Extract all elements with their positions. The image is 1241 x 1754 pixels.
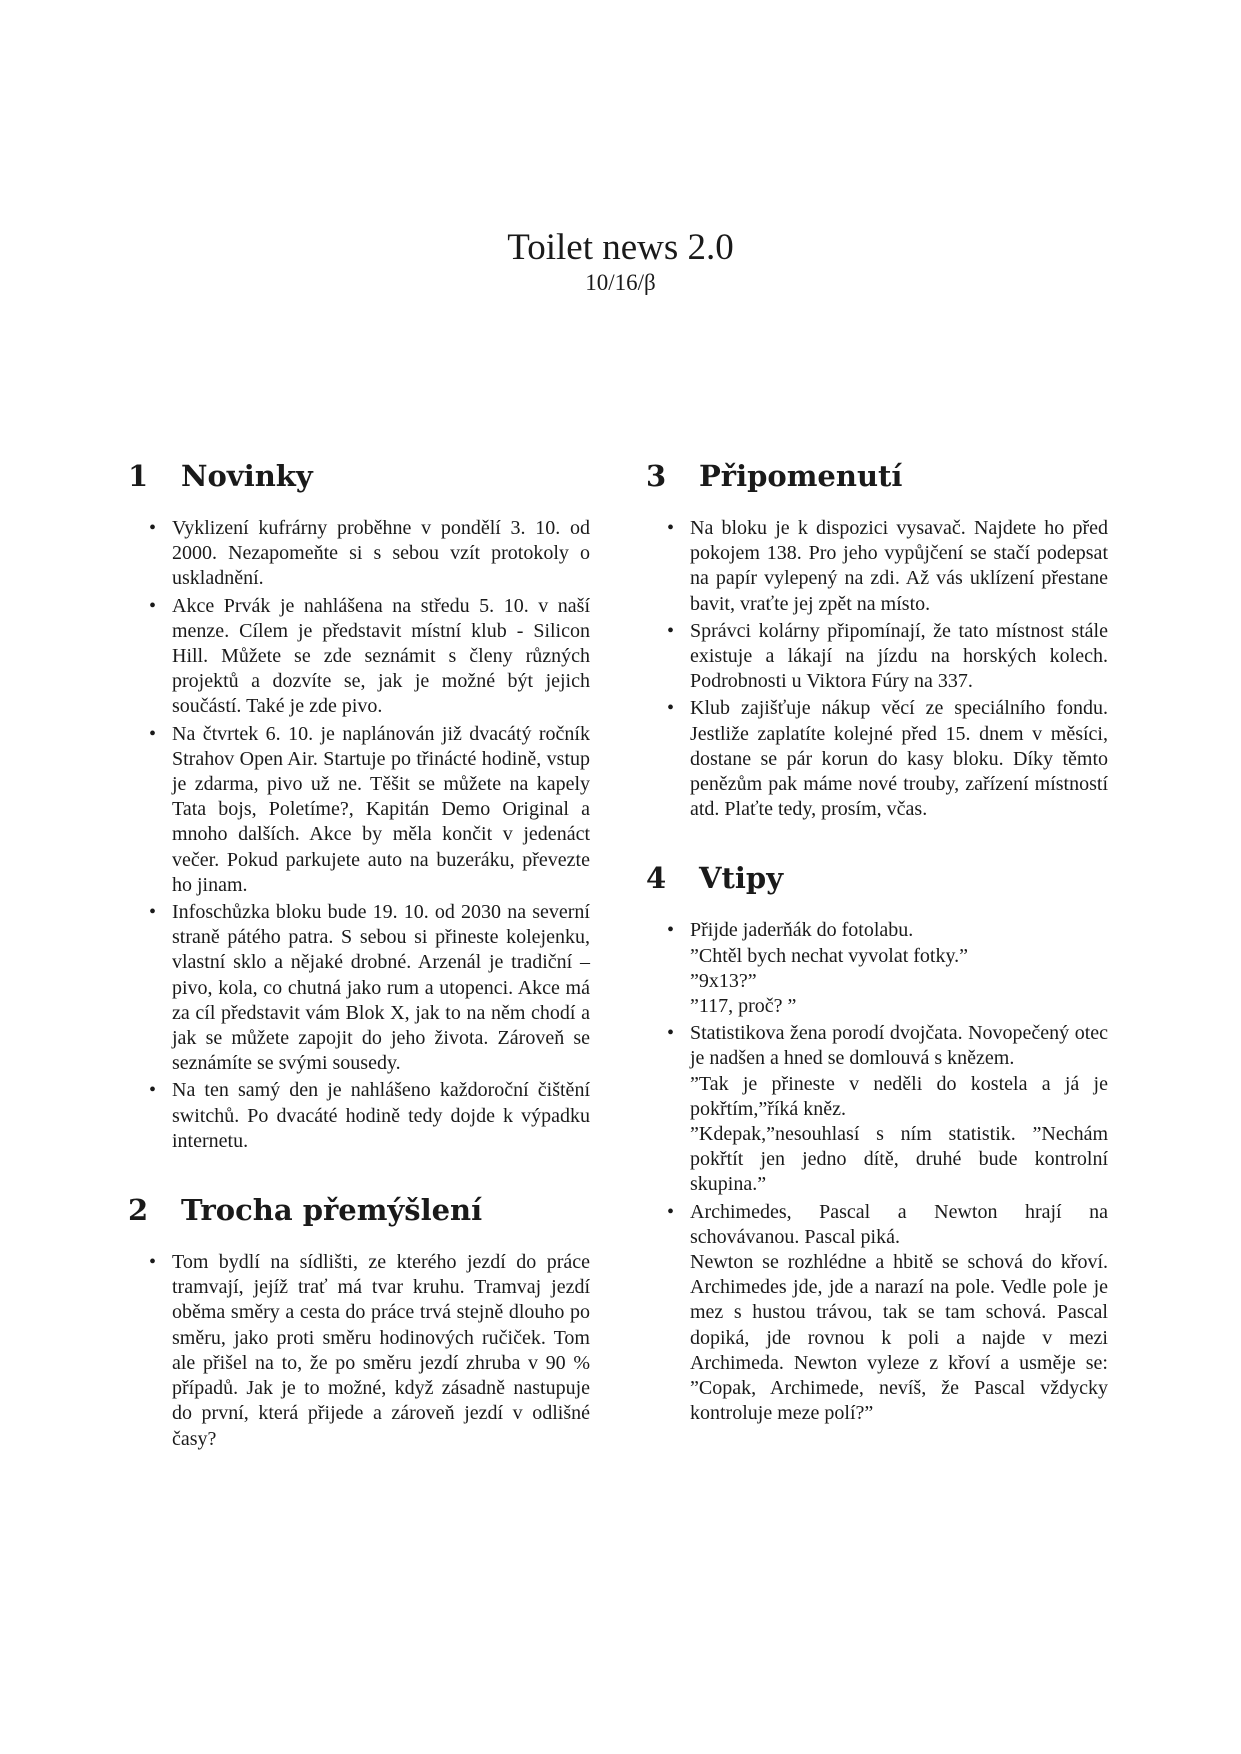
item-text: Klub zajišťuje nákup věcí ze speciálního fondu. Jestliže zaplatíte kolejné před 15. dnem v měsíci, dostane se pár korun do kasy bloku. Díky těmto penězům pak máme nové trouby, zařízení místností atd. Plaťte tedy, prosím, včas. xyxy=(690,697,1108,821)
bullet-icon: • xyxy=(667,1200,675,1223)
list-item xyxy=(646,918,1108,1019)
bullet-icon: • xyxy=(667,619,675,642)
bullet-list xyxy=(128,1250,590,1452)
document-title: Toilet news 2.0 xyxy=(507,227,734,268)
section-title: Novinky xyxy=(181,459,313,493)
title-block xyxy=(0,226,1241,296)
section-heading xyxy=(128,456,590,496)
bullet-icon: • xyxy=(667,517,675,539)
item-text: Na ten samý den je nahlášeno každoroční čištění switchů. Po dvacáté hodině tedy dojde k výpadku internetu. xyxy=(172,1079,590,1152)
bullet-list xyxy=(128,516,590,1154)
item-text: Na čtvrtek 6. 10. je naplánován již dvacátý ročník Strahov Open Air. Startuje po třinácté hodině, vstup je zdarma, pivo už ne. Těšit se můžete na kapely Tata bojs, Poletíme?, Kapitán Demo Original a mnoho dalších. Akce by měla končit v jedenáct večer. Pokud parkujete auto na buzeráku, převezte ho jinam. xyxy=(172,722,590,896)
list-item xyxy=(128,516,590,592)
list-item xyxy=(646,619,1108,695)
bullet-icon: • xyxy=(667,697,675,720)
section-heading xyxy=(646,858,1108,898)
joke-line: Přijde jaderňák do fotolabu. xyxy=(690,919,914,942)
item-text: Na bloku je k dispozici vysavač. Najdete ho před pokojem 138. Pro jeho vypůjčení se stačí podepsat na papír vylepený na zdi. Až vás uklízení přestane bavit, vraťte jej zpět na místo. xyxy=(690,517,1108,615)
bullet-icon: • xyxy=(149,722,157,745)
bullet-icon: • xyxy=(667,1022,675,1045)
section-number: 2 xyxy=(128,1193,149,1228)
section-number: 3 xyxy=(646,459,667,493)
item-text: Vyklizení kufrárny proběhne v pondělí 3. 10. od 2000. Nezapomeňte si s sebou vzít protokoly o uskladnění. xyxy=(172,517,590,590)
joke-line: Newton se rozhlédne a hbitě se schová do křoví. Archimedes jde, jde a narazí na pole. Vedle pole je mez s hustou trávou, tak se tam schová. Pascal dopiká, jde rovnou k poli a najde v mezi Archimeda. Newton vyleze z křoví a usměje se: ”Copak, Archimede, nevíš, že Pascal vždycky kontroluje meze polí?” xyxy=(690,1251,1108,1425)
section-vtipy xyxy=(646,858,1108,1426)
left-column xyxy=(128,456,590,1488)
section-number: 4 xyxy=(646,861,667,896)
bullet-icon: • xyxy=(149,1079,157,1102)
list-item xyxy=(128,1078,590,1154)
joke-line: ”117, proč? ” xyxy=(690,995,797,1018)
item-text: Infoschůzka bloku bude 19. 10. od 2030 na severní straně pátého patra. S sebou si přineste kolejenku, vlastní sklo a nějaké drobné. Arzenál je tradiční – pivo, kola, co chutná jako rum a utopenci. Akce má za cíl představit vám Blok X, jak to na něm chodí a jak se můžete zapojit do jeho života. Zároveň se seznámíte se svými sousedy. xyxy=(172,901,590,1075)
joke-line: ”Tak je přineste v neděli do kostela a já je pokřtím,”říká kněz. xyxy=(690,1072,1108,1120)
section-number: 1 xyxy=(128,459,149,493)
list-item xyxy=(128,900,590,1076)
document-subtitle: 10/16/β xyxy=(585,270,656,295)
list-item xyxy=(128,594,590,720)
list-item xyxy=(128,722,590,898)
joke-line: ”Chtěl bych nechat vyvolat fotky.” xyxy=(690,944,969,967)
list-item xyxy=(646,1200,1108,1427)
section-title: Připomenutí xyxy=(699,459,903,493)
list-item xyxy=(128,1250,590,1452)
section-novinky xyxy=(128,456,590,1154)
bullet-icon: • xyxy=(149,901,157,924)
section-title: Trocha přemýšlení xyxy=(181,1193,483,1228)
joke-line: Statistikova žena porodí dvojčata. Novopečený otec je nadšen a hned se domlouvá s knězem. xyxy=(690,1022,1108,1070)
list-item xyxy=(646,516,1108,617)
list-item xyxy=(646,1021,1108,1197)
right-column xyxy=(646,456,1108,1463)
item-text: Správci kolárny připomínají, že tato místnost stále existuje a lákají na jízdu na horských kolech. Podrobnosti u Viktora Fúry na 337. xyxy=(690,619,1108,693)
joke-line: ”9x13?” xyxy=(690,969,757,992)
section-pripomenuti xyxy=(646,456,1108,822)
list-item xyxy=(646,696,1108,822)
section-title: Vtipy xyxy=(699,861,784,896)
section-heading xyxy=(128,1190,590,1230)
joke-line: Archimedes, Pascal a Newton hrají na schovávanou. Pascal piká. xyxy=(690,1200,1108,1248)
section-heading xyxy=(646,456,1108,496)
item-text: Tom bydlí na sídlišti, ze kterého jezdí do práce tramvají, jejíž trať má tvar kruhu. Tramvaj jezdí oběma směry a cesta do práce trvá stejně dlouho po směru, jako proti směru hodinových ručiček. Tom ale přišel na to, že po směru jezdí zhruba v 90 % případů. Jak je to možné, když zásadně nastupuje do první, která přijede a zároveň jezdí v odlišné časy? xyxy=(172,1251,590,1450)
bullet-icon: • xyxy=(149,594,157,617)
bullet-list xyxy=(646,918,1108,1426)
bullet-icon: • xyxy=(149,517,157,539)
joke-line: ”Kdepak,”nesouhlasí s ním statistik. ”Nechám pokřtít jen jedno dítě, druhé bude kontrolní skupina.” xyxy=(690,1123,1108,1196)
bullet-icon: • xyxy=(667,919,675,942)
item-text: Akce Prvák je nahlášena na středu 5. 10. v naší menze. Cílem je představit místní klub - Silicon Hill. Můžete se zde seznámit s členy různých projektů a dozvíte se, jak je možné být jejich součástí. Také je zde pivo. xyxy=(172,594,590,718)
section-trocha-premysleni xyxy=(128,1190,590,1452)
bullet-icon: • xyxy=(149,1251,157,1274)
bullet-list xyxy=(646,516,1108,822)
